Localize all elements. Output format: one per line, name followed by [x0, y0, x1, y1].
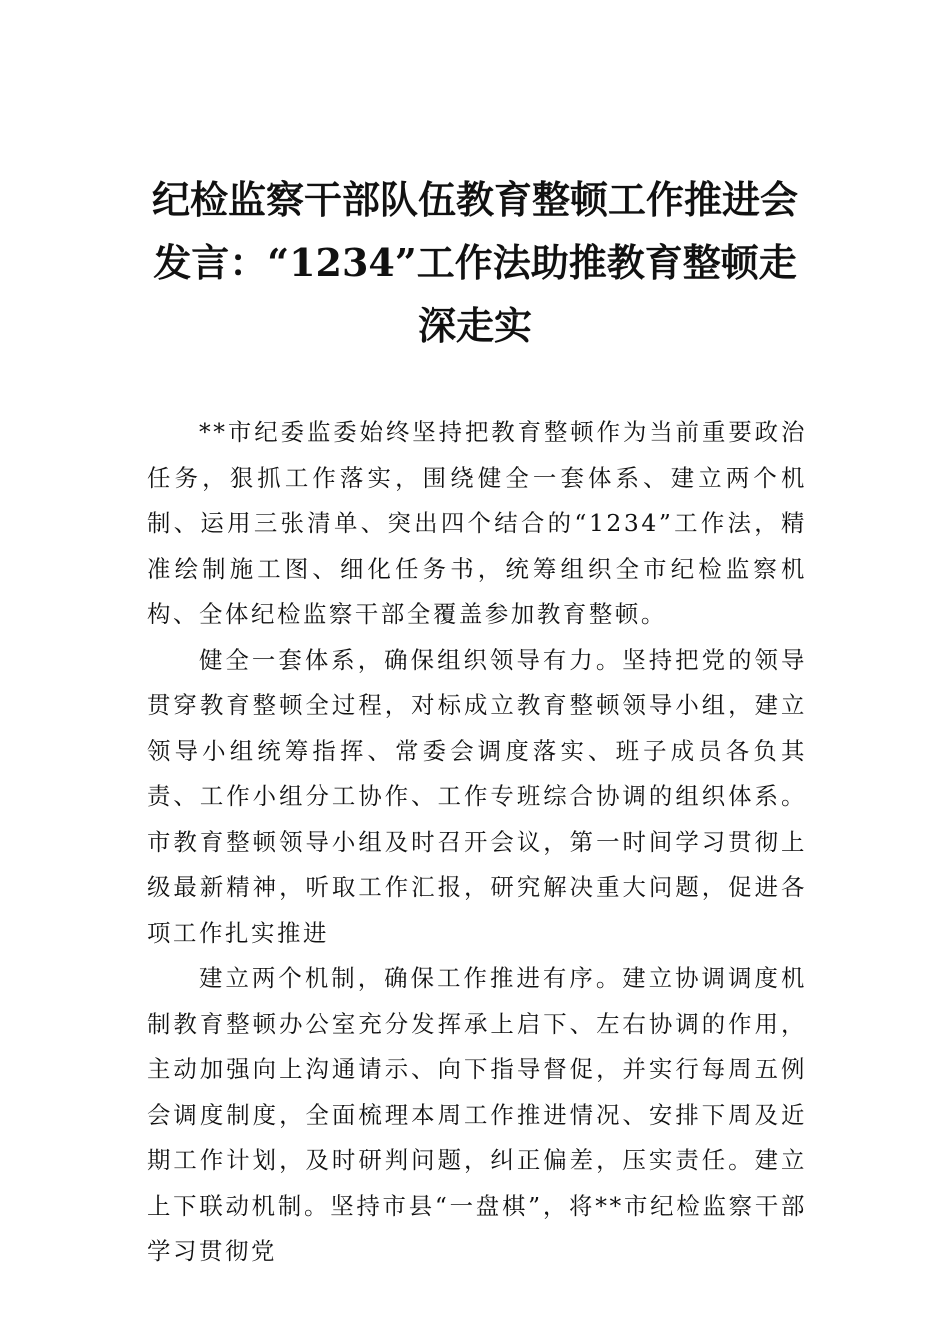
document-title: 纪检监察干部队伍教育整顿工作推进会发言：“1234”工作法助推教育整顿走深走实 — [151, 177, 798, 348]
paragraph-mechanisms: 建立两个机制，确保工作推进有序。建立协调调度机制教育整顿办公室充分发挥承上启下、左右协调的作用，主动加强向上沟通请示、向下指导督促，并实行每周五例会调度制度，全面梳理本周工作推进情况、安排下周及近期工作计划，及时研判问题，纠正偏差，压实责任。建立上下联动机制。坚持市县“一盘棋”，将**市纪检监察干部学习贯彻党 — [147, 964, 807, 1265]
paragraph-system: 健全一套体系，确保组织领导有力。坚持把党的领导贯穿教育整顿全过程，对标成立教育整顿领导小组，建立领导小组统筹指挥、常委会调度落实、班子成员各负其责、工作小组分工协作、工作专班综合协调的组织体系。市教育整顿领导小组及时召开会议，第一时间学习贯彻上级最新精神，听取工作汇报，研究解决重大问题，促进各项工作扎实推进 — [147, 645, 807, 947]
document-body — [147, 410, 807, 1275]
paragraph-intro: **市纪委监委始终坚持把教育整顿作为当前重要政治任务，狠抓工作落实，围绕健全一套体系、建立两个机制、运用三张清单、突出四个结合的“1234”工作法，精准绘制施工图、细化任务书，统筹组织全市纪检监察机构、全体纪检监察干部全覆盖参加教育整顿。 — [147, 418, 807, 628]
